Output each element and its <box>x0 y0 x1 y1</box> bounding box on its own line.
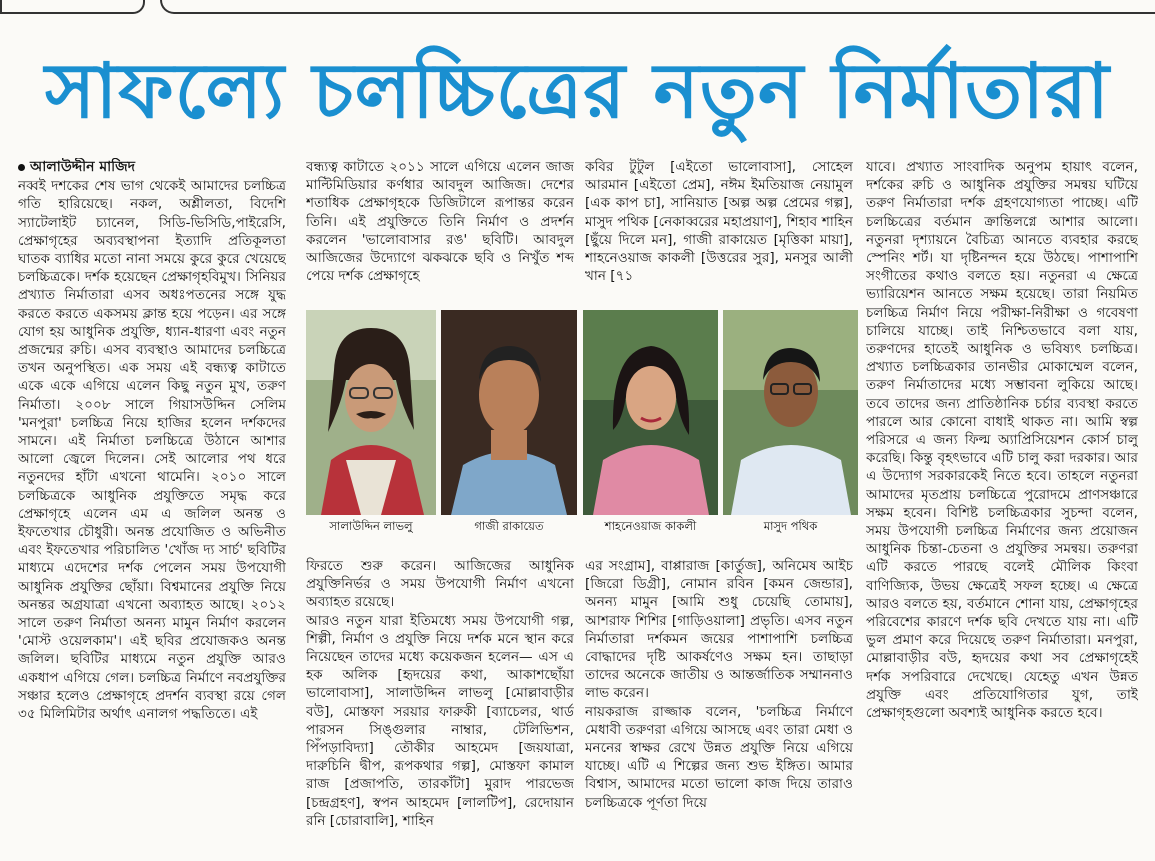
column-3-bottom-text-1: এর সংগ্রাম], বাপ্পারাজ [কার্তুজ], অনিমেষ আইচ [জিরো ডিগ্রী], নোমান রবিন [কমন জেন্ডার], অনন্য মামুন [আমি শুধু চেয়েছি তোমায়], আশরাফ শিশির [গাড়িওয়ালা] প্রভৃতি। এসব নতুন নির্মাতারা দর্শকমন জয়ের পাশাপাশি চলচ্চিত্র বোদ্ধাদের দৃষ্টি আকর্ষণেও সক্ষম হন। তাছাড়া তাদের অনেকে জাতীয় ও আন্তর্জাতিক সম্মাননাও লাভ করেন। <box>585 558 853 702</box>
photo-gazi-rakayet <box>441 310 577 515</box>
column-3-top <box>585 158 853 306</box>
caption-2: গাজী রাকায়েত <box>474 519 544 533</box>
photo-shahnewaz-kakoli <box>583 310 718 515</box>
photo-masud-pathik <box>723 310 858 515</box>
byline-text: আলাউদ্দীন মাজিদ <box>30 159 136 175</box>
frame-bar <box>160 0 1155 14</box>
column-3-bottom <box>585 557 853 861</box>
column-4 <box>866 158 1138 861</box>
column-2-bottom <box>306 557 574 861</box>
column-2-top-text: বন্ধ্যত্ব কাটাতে ২০১১ সালে এগিয়ে এলেন জাজ মাল্টিমিডিয়ার কর্ণধার আবদুল আজিজ। দেশের শতাধিক প্রেক্ষাগৃহকে ডিজিটালে রূপান্তর করেন তিনি। এই প্রযুক্তিতে তিনি নির্মাণ ও প্রদর্শন করলেন 'ভালোবাসার রঙ' ছবিটি। আবদুল আজিজের উদ্যোগে ঝকঝকে ছবি ও নিখুঁত শব্দ পেয়ে দর্শক প্রেক্ষাগৃহে <box>306 159 574 285</box>
caption-4: মাসুদ পথিক <box>763 519 818 533</box>
column-3-bottom-text-2: নায়করাজ রাজ্জাক বলেন, 'চলচ্চিত্র নির্মাণে মেধাবী তরুণরা এগিয়ে আসছে এবং তারা মেধা ও মননের স্বাক্ষর রেখে উন্নত প্রযুক্তি নিয়ে এগিয়ে যাচ্ছে। এটি এ শিল্পের জন্য শুভ ইঙ্গিত। আমার বিশ্বাস, আমাদের মতো ভালো কাজ দিয়ে তারাও চলচ্চিত্রকে পূর্ণতা দিয়ে <box>585 703 853 811</box>
column-4-text: যাবে। প্রখ্যাত সাংবাদিক অনুপম হায়াৎ বলেন, দর্শকের রুচি ও আধুনিক প্রযুক্তির সমন্বয় ঘটিয়ে তরুণ নির্মাতারা দর্শক গ্রহণযোগ্যতা পাচ্ছে। এটি চলচ্চিত্রের বর্তমান ক্রান্তিলগ্নে আশার আলো। নতুনরা দৃশ্যায়নে বৈচিত্র্য আনতে ব্যবহার করছে স্পেনিং শর্ট। যা দৃষ্টিনন্দন হয়ে উঠছে। পাশাপাশি সংগীতের কথাও বলতে হয়। নতুনরা এ ক্ষেত্রে ভ্যারিয়েশন আনতে সক্ষম হয়েছে। তারা নিয়মিত চলচ্চিত্র নির্মাণ নিয়ে পরীক্ষা-নিরীক্ষা ও গবেষণা চালিয়ে যাচ্ছে। তাই নিশ্চিতভাবে বলা যায়, তরুণদের হাতেই আধুনিক ও ভবিষ্যৎ চলচ্চিত্র। প্রখ্যাত চলচ্চিত্রকার তানভীর মোকাম্মেল বলেন, তরুণ নির্মাতাদের মধ্যে সম্ভাবনা লুকিয়ে আছে। তবে তাদের জন্য প্রাতিষ্ঠানিক চর্চার ব্যবস্থা করতে পারলে আর কোনো বাধাই থাকত না। আমি স্বল্প পরিসরে এ জন্য ফিল্ম অ্যাপ্রিসিয়েশন কোর্স চালু করেছি। কিন্তু বৃহৎভাবে এটি চালু করা দরকার। আর এ উদ্যোগ সরকারকেই নিতে হবে। তাহলে নতুনরা আমাদের মৃতপ্রায় চলচ্চিত্রে পুরোদমে প্রাণসঞ্চারে সক্ষম হবেন। বিশিষ্ট চলচ্চিত্রকার সুচন্দা বলেন, সময় উপযোগী চলচ্চিত্র নির্মাণের জন্য প্রয়োজন আধুনিক চিন্তা-চেতনা ও প্রযুক্তির সমন্বয়। তরুণরা এটি করতে পারছে বলেই মৌলিক কিংবা বাণিজ্যিক, উভয় ক্ষেত্রেই সফল হচ্ছে। এ ক্ষেত্রে আরও বলতে হয়, বর্তমানে শোনা যায়, প্রেক্ষাগৃহের পরিবেশের কারণে দর্শক ছবি দেখতে যায় না। এটি ভুল প্রমাণ করে দিয়েছে তরুণ নির্মাতারা। মনপুরা, মোল্লাবাড়ীর বউ, হৃদয়ের কথা সব প্রেক্ষাগৃহেই দর্শক সপরিবারে দেখেছে। যেহেতু এখন উন্নত প্রযুক্তি এবং প্রতিযোগিতার যুগ, তাই প্রেক্ষাগৃহগুলো অবশ্যই আধুনিক করতে হবে। <box>866 159 1138 722</box>
column-2-bottom-text-2: আরও নতুন যারা ইতিমধ্যে সময় উপযোগী গল্প, শিল্পী, নির্মাণ ও প্রযুক্তি নিয়ে দর্শক মনে স্থান করে নিয়েছেন তাদের মধ্যে কয়েকজন হলেন— এস এ হক অলিক [হৃদয়ের কথা, আকাশছোঁয়া ভালোবাসা], সালাউদ্দিন লাভলু [মোল্লাবাড়ীর বউ], মোস্তফা সরয়ার ফারুকী [ব্যাচেলর, থার্ড পারসন সিঙ্গুলার নাম্বার, টেলিভিশন, পিঁপড়াবিদ্যা] তৌকীর আহমেদ [জয়যাত্রা, দারুচিনি দ্বীপ, রূপকথার গল্প], মোস্তফা কামাল রাজ [প্রজাপতি, তারকাঁটা] মুরাদ পারভেজ [চন্দ্রগ্রহণ], স্বপন আহমেদ [লালটিপ], রেদোয়ান রনি [চোরাবালি], শাহিন <box>306 612 574 829</box>
caption-3: শাহনেওয়াজ কাকলী <box>604 519 697 533</box>
column-1 <box>18 158 286 861</box>
column-1-text: নব্বই দশকের শেষ ভাগ থেকেই আমাদের চলচ্চিত্র গতি হারিয়েছে। নকল, অশ্লীলতা, বিদেশি স্যাটেলাইট চ্যানেল, সিডি-ভিসিডি,পাইরেসি, প্রেক্ষাগৃহের অব্যবস্থাপনা ইত্যাদি প্রতিকূলতা ঘাতক ব্যাধির মতো নানা সময়ে কুরে কুরে খেয়েছে চলচ্চিত্রকে। দর্শক হয়েছেন প্রেক্ষাগৃহবিমুখ। সিনিয়র প্রখ্যাত নির্মাতারা এসব অধঃপতনের সঙ্গে যুদ্ধ করতে করতে একসময় ক্লান্ত হয়ে পড়েন। এর সঙ্গে যোগ হয় আধুনিক প্রযুক্তি, ধ্যান-ধারণা এবং নতুন প্রজন্মের রুচি। এসব ব্যবস্থাও আমাদের চলচ্চিত্রে তখন অনুপস্থিত। এক সময় এই বন্ধ্যত্ব কাটাতে একে একে এগিয়ে এলেন কিছু নতুন মুখ, তরুণ নির্মাতা। ২০০৮ সালে গিয়াসউদ্দিন সেলিম 'মনপুরা' চলচ্চিত্র নিয়ে হাজির হলেন দর্শকদের সামনে। এই নির্মাতা চলচ্চিত্রে উঠানে আশার আলো জ্বেলে দিলেন। সেই আলোর পথ ধরে নতুনদের হাঁটা এখনো থামেনি। ২০১০ সালে চলচ্চিত্রকে আধুনিক প্রযুক্তিতে সমৃদ্ধ করে প্রেক্ষাগৃহে এলেন এম এ জলিল অনন্ত ও ইফতেখার চৌধুরী। অনন্ত প্রযোজিত ও অভিনীত এবং ইফতেখার পরিচালিত 'খোঁজ দ্য সার্চ' ছবিটির মাধ্যমে এদেশের দর্শক পেলেন সময় উপযোগী আধুনিক প্রযুক্তির ছোঁয়া। বিশ্বমানের প্রযুক্তি নিয়ে অনন্তর অগ্রযাত্রা এখনো অব্যাহত আছে। ২০১২ সালে তরুণ নির্মাতা অনন্য মামুন নির্মাণ করলেন 'মোস্ট ওয়েলকাম'। এই ছবির প্রযোজকও অনন্ত জলিল। ছবিটির মাধ্যমে নতুন প্রযুক্তি আরও একধাপ এগিয়ে গেল। চলচ্চিত্র নির্মাণে নবপ্রযুক্তির সঞ্চার হলেও প্রেক্ষাগৃহে প্রদর্শন ব্যবস্থা রয়ে গেল ৩৫ মিলিমিটার অর্থাৎ এনালগ পদ্ধতিতে। এই <box>18 178 286 723</box>
caption-1: সালাউদ্দিন লাভলু <box>329 519 413 533</box>
column-2-top <box>306 158 574 306</box>
page-top-frame <box>0 0 1155 20</box>
frame-tab <box>0 0 145 14</box>
column-2-bottom-text-1: ফিরতে শুরু করেন। আজিজের আধুনিক প্রযুক্তিনির্ভর ও সময় উপযোগী নির্মাণ এখনো অব্যাহত রয়েছে। <box>306 558 574 611</box>
headline: সাফল্যে চলচ্চিত্রের নতুন নির্মাতারা <box>45 46 1110 135</box>
column-3-top-text: কবির টুটুল [এইতো ভালোবাসা], সোহেল আরমান [এইতো প্রেম], নঈম ইমতিয়াজ নেয়ামুল [এক কাপ চা], সানিয়াত [অল্প অল্প প্রেমের গল্প], মাসুদ পথিক [নেকাব্বরের মহাপ্রয়াণ], শিহাব শাহিন [ছুঁয়ে দিলে মন], গাজী রাকায়েত [মৃত্তিকা মায়া], শাহনেওয়াজ কাকলী [উত্তরের সুর], মনসুর আলী খান [৭১ <box>585 159 853 285</box>
bullet-icon <box>18 164 25 171</box>
byline <box>18 158 286 176</box>
photo-salauddin-lavlu <box>306 310 436 515</box>
